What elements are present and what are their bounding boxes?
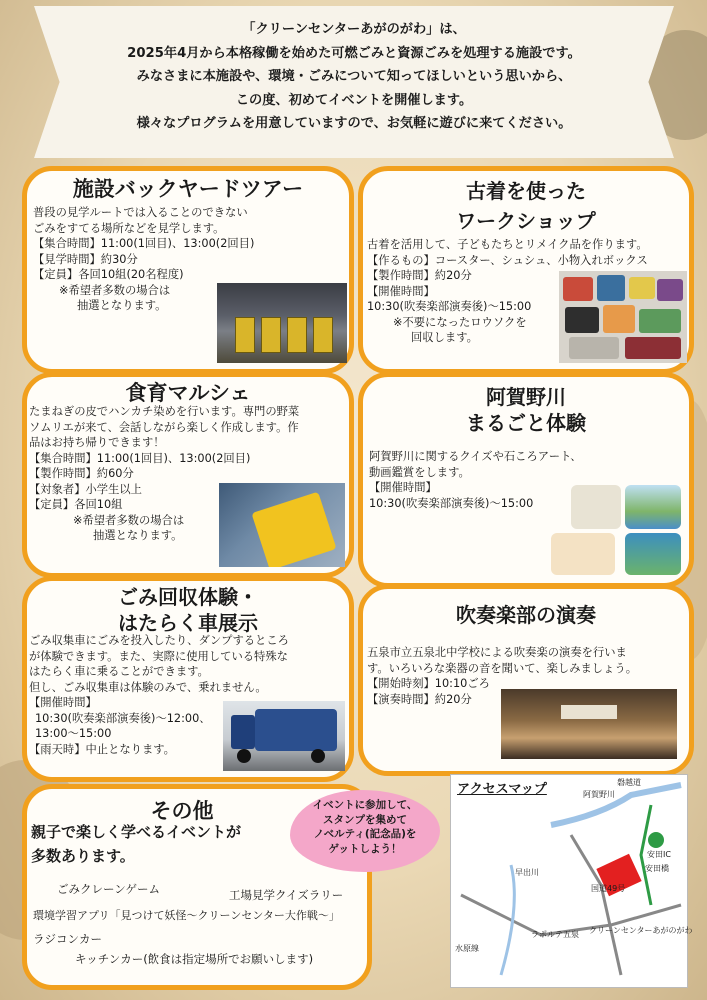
stamp-rally-bubble: [290, 790, 440, 872]
card-text: 【作るもの】コースター、シュシュ、小物入れボックス: [367, 253, 648, 267]
card-text: 10:30(吹奏楽部演奏後)～12:00、: [35, 711, 211, 725]
card-text: 【集合時間】11:00(1回目)、13:00(2回目): [29, 451, 251, 465]
others-item: ラジコンカー: [33, 932, 102, 946]
card-text: 【定員】各回10組(20名程度): [33, 268, 184, 281]
stamp-text: ノベルティ(記念品)を: [313, 828, 417, 840]
card-title: はたらく車展示: [118, 611, 258, 635]
intro-line: みなさまに本施設や、環境・ごみについて知ってほしいという思いから、: [136, 69, 572, 84]
card-note: ※希望者多数の場合は: [59, 283, 171, 297]
card-text: 【開始時刻】10:10ごろ: [367, 677, 490, 690]
card-title: 吹奏楽部の演奏: [456, 603, 596, 627]
card-text: はたらく車に乗ることができます。: [29, 665, 209, 678]
kids-illustration: [551, 533, 615, 575]
card-text: ごみ収集車にごみを投入したり、ダンプするところ: [29, 634, 289, 647]
card-note: 抽選となります。: [77, 299, 167, 312]
access-map: [450, 774, 693, 988]
card-text: 【見学時間】約30分: [33, 252, 138, 266]
card-title: その他: [150, 799, 214, 823]
others-item: 工場見学クイズラリー: [229, 888, 344, 902]
stamp-text: ゲットしよう！: [328, 842, 402, 855]
card-title: ワークショップ: [456, 209, 596, 233]
map-label: 安田橋: [645, 864, 669, 873]
stamp-text: スタンプを集めて: [323, 813, 407, 826]
others-item: キッチンカー(飲食は指定場所でお願いします): [75, 952, 314, 966]
card-text: 五泉市立五泉北中学校による吹奏楽の演奏を行いま: [367, 646, 627, 659]
card-title: 阿賀野川: [486, 385, 566, 409]
map-label: 磐越道: [617, 778, 641, 787]
card-title: 食育マルシェ: [125, 381, 251, 405]
dyed-handkerchief-photo: [219, 483, 345, 567]
concert-photo: [501, 689, 677, 759]
old-clothes-photo: [559, 271, 687, 363]
river-card: [358, 372, 694, 588]
card-title: まるごと体験: [466, 411, 586, 435]
card-text: たまねぎの皮でハンカチ染めを行います。専門の野菜: [29, 405, 300, 418]
card-text: 【開催時間】: [369, 481, 437, 494]
map-label: ラポルテ五泉: [531, 930, 579, 939]
intro-line: 「クリーンセンターあがのがわ」は、: [242, 22, 466, 37]
intro-text: [60, 18, 648, 136]
card-text: 【演奏時間】約20分: [367, 692, 472, 706]
workshop-card: [358, 166, 694, 374]
card-text: 【雨天時】中止となります。: [29, 742, 175, 756]
intro-line: 様々なプログラムを用意していますので、お気軽に遊びに来てください。: [136, 116, 572, 131]
card-title: 施設バックヤードツアー: [72, 177, 304, 201]
card-text: 【集合時間】11:00(1回目)、13:00(2回目): [33, 237, 255, 250]
backyard-tour-card: [22, 166, 354, 374]
map-label: 阿賀野川: [583, 790, 615, 799]
others-item: 環境学習アプリ「見つけて妖怪～クリーンセンター大作戦～」: [33, 909, 340, 922]
card-text: 品はお持ち帰りできます！: [29, 436, 165, 449]
map-label: 国道49号: [591, 884, 626, 893]
stone-art-illustration: [571, 485, 621, 529]
card-text: 【製作時間】約60分: [29, 467, 134, 480]
card-text: ソムリエが来て、会話しながら楽しく作成します。作: [29, 420, 299, 434]
others-item: ごみクレーンゲーム: [57, 882, 161, 896]
card-text: が体験できます。また、実際に使用している特殊な: [29, 649, 288, 663]
card-text: 13:00～15:00: [35, 727, 112, 740]
card-note: 回収します。: [411, 331, 478, 344]
card-text: 10:30(吹奏楽部演奏後)～15:00: [367, 300, 532, 313]
card-text: す。いろいろな楽器の音を聞いて、楽しみましょう。: [367, 661, 637, 675]
band-card: [358, 584, 694, 776]
map-label: 早出川: [515, 868, 539, 877]
intro-line: この度、初めてイベントを開催します。: [235, 92, 473, 108]
map-label: クリーンセンターあがのがわ: [589, 926, 693, 935]
card-text: 【開催時間】: [29, 696, 97, 709]
card-text: 【対象者】小学生以上: [29, 482, 142, 496]
card-text: 【製作時間】約20分: [367, 269, 472, 282]
map-label: 水原線: [455, 944, 479, 953]
card-text: 阿賀野川に関するクイズや石ころアート、: [369, 450, 582, 463]
card-title: 古着を使った: [466, 179, 586, 203]
card-note: ※希望者多数の場合は: [73, 513, 185, 527]
card-text: 古着を活用して、子どもたちとリメイク品を作ります。: [367, 238, 648, 251]
card-text: 但し、ごみ収集車は体験のみで、乗れません。: [29, 680, 267, 694]
stamp-text: イベントに参加して、: [312, 799, 418, 811]
marche-card: [22, 372, 354, 578]
mountain-illustration: [625, 485, 681, 529]
video-screen-illustration: [625, 533, 681, 575]
card-text: 動画鑑賞をします。: [369, 465, 470, 479]
others-lead: 多数あります。: [31, 847, 135, 865]
card-title: ごみ回収体験・: [118, 585, 258, 609]
map-title: アクセスマップ: [457, 782, 547, 797]
card-text: 【定員】各回10組: [29, 498, 123, 511]
card-text: 普段の見学ルートでは入ることのできない: [33, 206, 248, 219]
card-note: 抽選となります。: [93, 529, 183, 542]
card-text: ごみをすてる場所などを見学します。: [33, 221, 225, 235]
garbage-truck-card: [22, 576, 354, 782]
warehouse-photo: [217, 283, 347, 363]
intro-line: 2025年4月から本格稼働を始めた可燃ごみと資源ごみを処理する施設です。: [127, 45, 581, 61]
card-note: ※不要になったロウソクを: [393, 315, 527, 329]
map-drawing: [451, 775, 687, 987]
garbage-truck-photo: [223, 701, 345, 771]
others-lead: 親子で楽しく学べるイベントが: [31, 823, 242, 841]
card-text: 10:30(吹奏楽部演奏後)～15:00: [369, 496, 534, 510]
map-label: 安田IC: [647, 850, 671, 859]
card-text: 【開催時間】: [367, 284, 435, 298]
